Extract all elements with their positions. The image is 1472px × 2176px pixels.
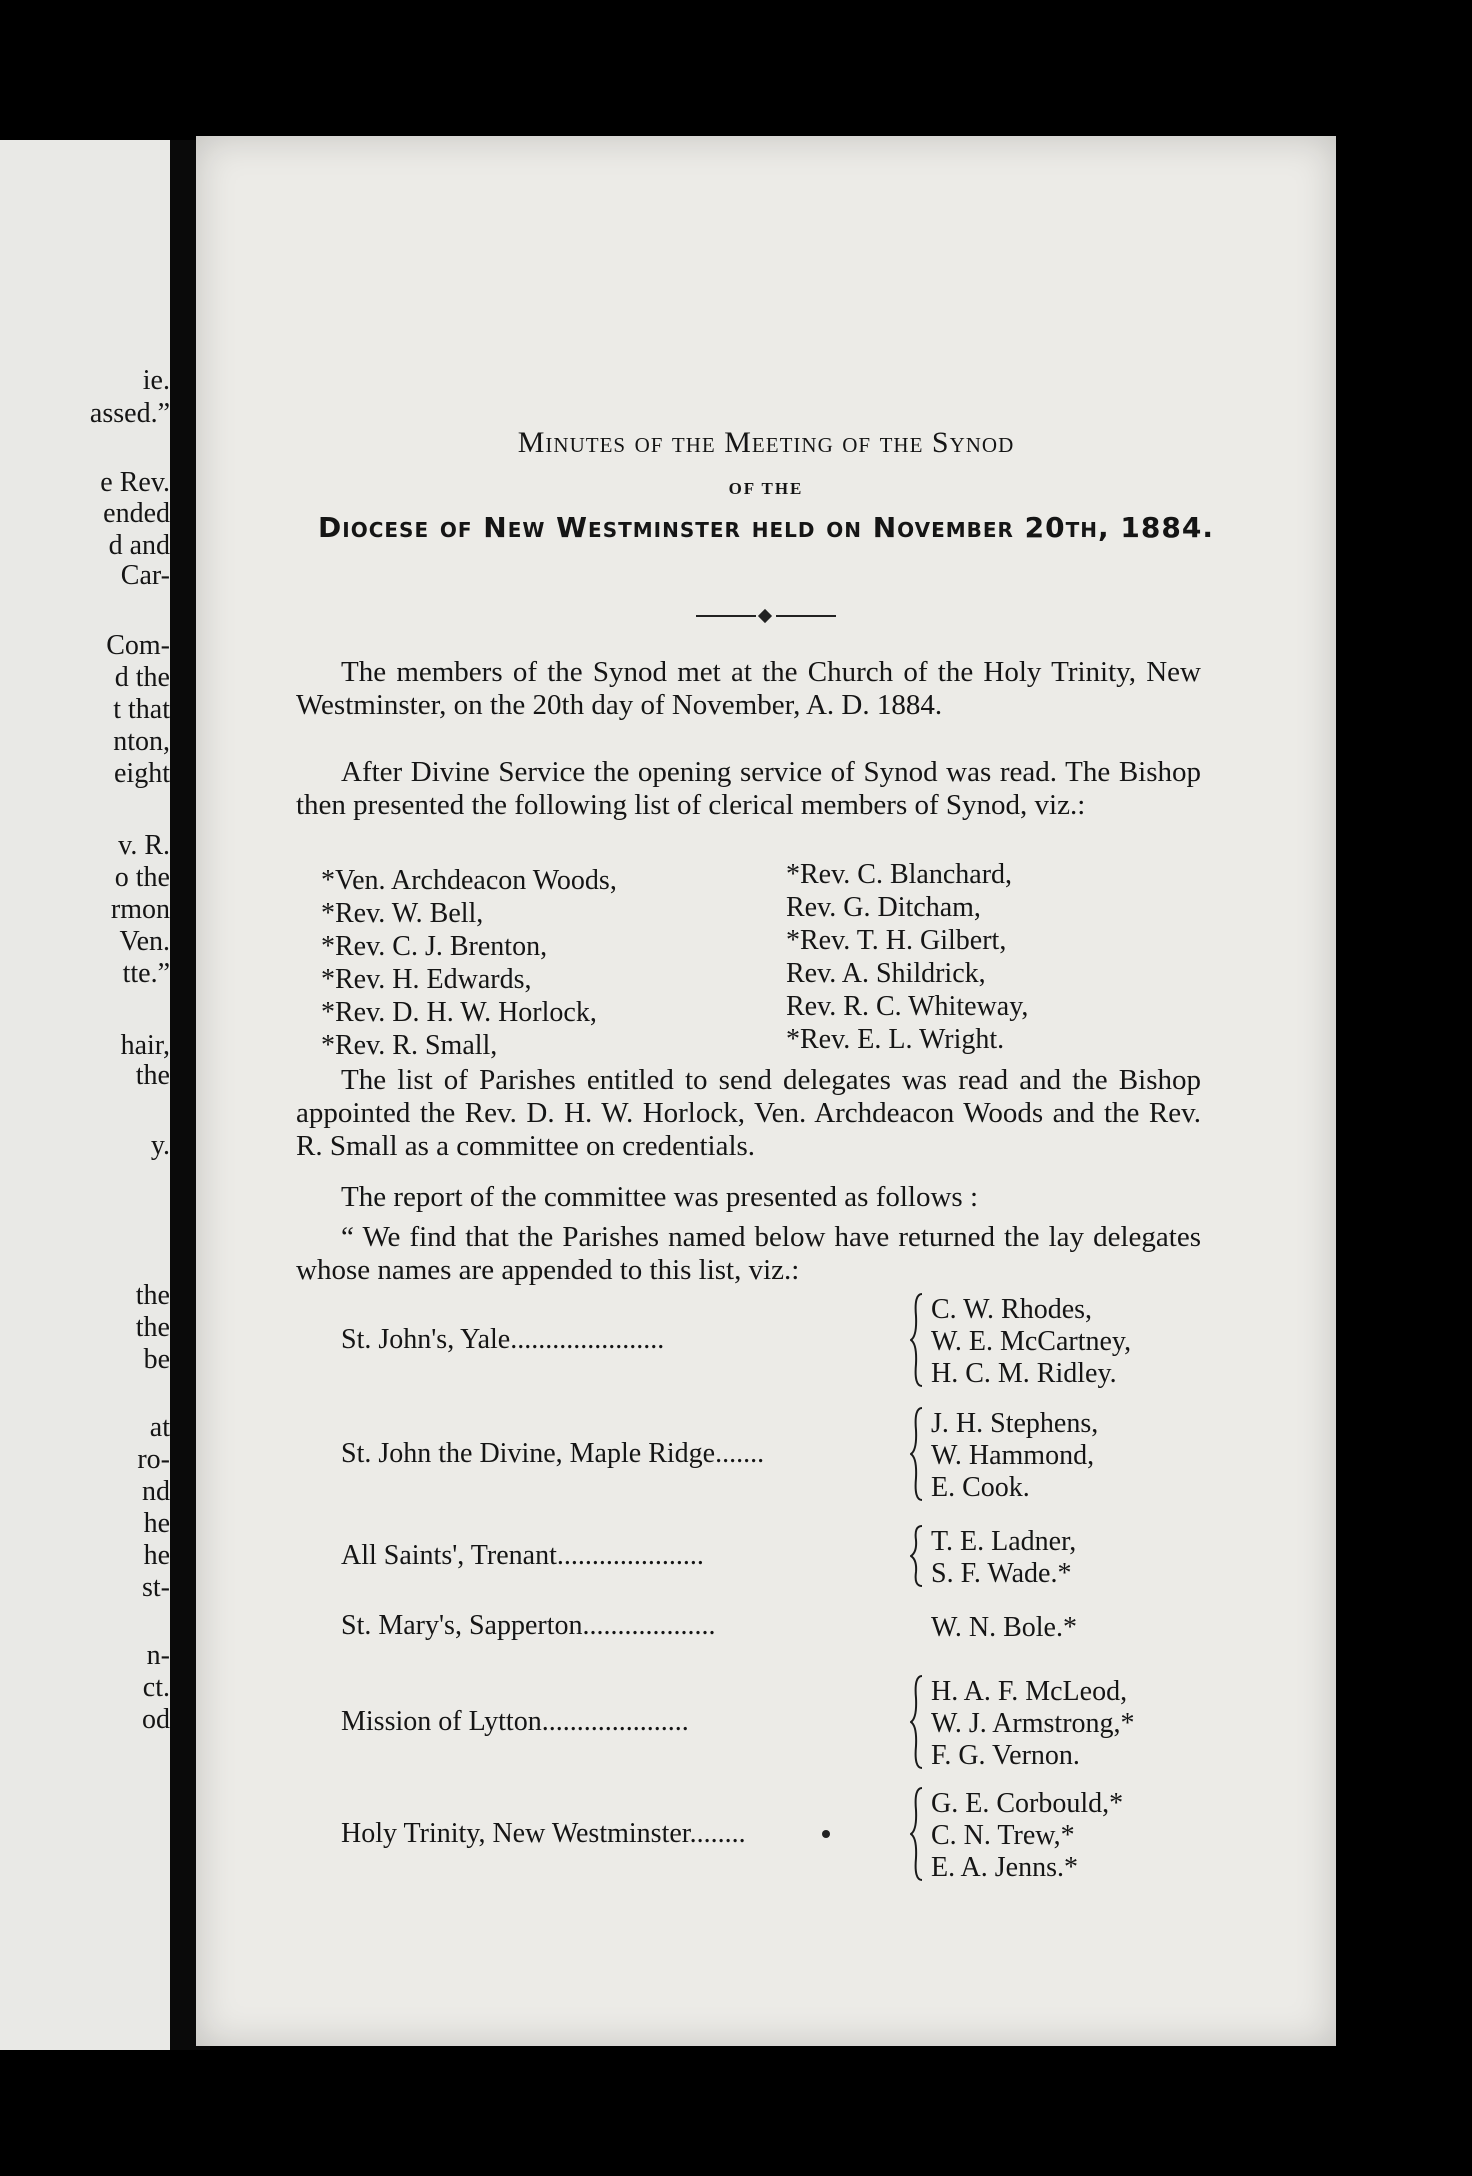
delegate-names <box>931 1526 1076 1590</box>
delegate-name: T. E. Ladner, <box>931 1526 1077 1557</box>
facing-page-text: o the <box>114 862 170 893</box>
facing-page-text: ct. <box>142 1672 170 1703</box>
parish-name <box>341 1818 746 1850</box>
document-page <box>196 136 1336 2046</box>
facing-page-text: hair, <box>120 1030 170 1061</box>
delegate-name: E. Cook. <box>931 1472 1030 1503</box>
dot-leader: ................... <box>582 1610 716 1641</box>
heading-line-3: Diocese of New Westminster held on November 20th, 1884. <box>318 511 1214 544</box>
facing-page-text: the <box>135 1312 170 1343</box>
clergy-name: *Rev. C. J. Brenton, <box>321 931 548 962</box>
clergy-name: *Rev. C. Blanchard, <box>786 859 1013 890</box>
clergy-name: *Rev. T. H. Gilbert, <box>786 925 1007 956</box>
parish-label: Holy Trinity, New Westminster <box>341 1818 690 1849</box>
clergy-name: *Rev. W. Bell, <box>321 898 484 929</box>
facing-page-text: he <box>143 1540 170 1571</box>
facing-page-text: eight <box>114 758 170 789</box>
delegate-name: W. J. Armstrong,* <box>931 1708 1135 1739</box>
delegate-name: W. Hammond, <box>931 1440 1095 1471</box>
facing-page-text: nd <box>142 1476 170 1507</box>
clergy-name: *Rev. R. Small, <box>321 1030 498 1061</box>
facing-page-text: Ven. <box>119 926 170 957</box>
parish-label: Mission of Lytton <box>341 1706 542 1737</box>
heading-line-1: Minutes of the Meeting of the Synod <box>517 426 1015 459</box>
delegate-name: F. G. Vernon. <box>931 1740 1080 1771</box>
delegate-name: C. W. Rhodes, <box>931 1294 1093 1325</box>
facing-page-text: be <box>143 1344 170 1375</box>
ink-speck <box>822 1830 830 1838</box>
delegate-name: J. H. Stephens, <box>931 1408 1099 1439</box>
parish-name <box>341 1706 689 1738</box>
facing-page-text: y. <box>150 1130 170 1161</box>
facing-page-text: st- <box>142 1572 170 1603</box>
facing-page-text: n- <box>146 1640 170 1671</box>
brace <box>910 1674 924 1770</box>
delegate-name: W. E. McCartney, <box>931 1326 1132 1357</box>
delegate-name: C. N. Trew,* <box>931 1820 1075 1851</box>
dot-leader: ...................... <box>510 1324 665 1355</box>
facing-page-text: the <box>135 1060 170 1091</box>
facing-page-text: tte.” <box>122 958 170 989</box>
facing-page-text: he <box>143 1508 170 1539</box>
brace <box>910 1524 924 1588</box>
facing-page-text: nton, <box>113 726 170 757</box>
delegate-name: S. F. Wade.* <box>931 1558 1072 1589</box>
dot-leader: ..................... <box>556 1540 704 1571</box>
brace <box>910 1786 924 1882</box>
facing-page-text: ended <box>103 498 170 529</box>
delegate-names <box>931 1408 1098 1504</box>
paragraph-intro: The members of the Synod met at the Church of the Holy Trinity, New Westminster, on the 20th day of November, A. D. 1884. <box>296 656 1201 721</box>
parish-name <box>341 1438 764 1470</box>
facing-page-text: od <box>142 1704 170 1735</box>
clergy-name: *Rev. E. L. Wright. <box>786 1024 1005 1055</box>
delegate-name: H. C. M. Ridley. <box>931 1358 1117 1389</box>
delegate-name: W. N. Bole.* <box>931 1612 1077 1643</box>
dot-leader: ....... <box>715 1438 765 1469</box>
facing-page-text: Car- <box>120 560 170 591</box>
clergy-list-right <box>786 858 1028 1056</box>
parish-label: All Saints', Trenant <box>341 1540 557 1571</box>
parish-label: St. Mary's, Sapperton <box>341 1610 583 1641</box>
brace <box>910 1292 924 1388</box>
clergy-name: Rev. G. Ditcham, <box>786 892 981 923</box>
clergy-name: *Ven. Archdeacon Woods, <box>321 865 617 896</box>
facing-page-text: d the <box>114 662 170 693</box>
parish-name <box>341 1540 704 1572</box>
delegate-names <box>931 1788 1123 1884</box>
paragraph-report-quote: “ We find that the Parishes named below have returned the lay delegates whose names are appended to this list, viz.: <box>296 1221 1201 1286</box>
facing-page-text: ro- <box>137 1444 170 1475</box>
parish-label: St. John's, Yale <box>341 1324 511 1355</box>
facing-page-text: t that <box>113 694 170 725</box>
facing-page-text: v. R. <box>118 830 170 861</box>
clergy-name: Rev. R. C. Whiteway, <box>786 991 1029 1022</box>
paragraph-parishes-list: The list of Parishes entitled to send delegates was read and the Bishop appointed the Rev. D. H. W. Horlock, Ven. Archdeacon Woods and the Rev. R. Small as a committee on credentials. <box>296 1064 1201 1162</box>
facing-page-text: the <box>135 1280 170 1311</box>
facing-page-text: e Rev. <box>100 467 170 498</box>
paragraph-report-intro: The report of the committee was presented as follows : <box>341 1181 978 1213</box>
dot-leader: ........ <box>689 1818 746 1849</box>
delegate-name: G. E. Corbould,* <box>931 1788 1124 1819</box>
facing-page-text: at <box>149 1412 170 1443</box>
clergy-name: *Rev. D. H. W. Horlock, <box>321 997 597 1028</box>
paragraph-service: After Divine Service the opening service of Synod was read. The Bishop then presented the following list of clerical members of Synod, viz.: <box>296 756 1201 821</box>
parish-name <box>341 1610 715 1642</box>
delegate-names <box>931 1676 1135 1772</box>
heading-line-2: OF THE <box>728 479 804 498</box>
delegate-names <box>931 1612 1077 1644</box>
dot-leader: ..................... <box>541 1706 689 1737</box>
clergy-name: *Rev. H. Edwards, <box>321 964 532 995</box>
parish-label: St. John the Divine, Maple Ridge <box>341 1438 716 1469</box>
clergy-list-left <box>321 864 617 1062</box>
facing-page-text: Com- <box>106 630 170 661</box>
heading-ornament <box>696 610 836 622</box>
facing-page-fragment <box>0 140 180 2050</box>
delegate-names <box>931 1294 1131 1390</box>
delegate-name: H. A. F. McLeod, <box>931 1676 1128 1707</box>
facing-page-text: assed.” <box>89 398 170 429</box>
facing-page-text: rmon <box>110 894 170 925</box>
clergy-name: Rev. A. Shildrick, <box>786 958 986 989</box>
facing-page-text: d and <box>108 530 170 561</box>
parish-name <box>341 1324 664 1356</box>
brace <box>910 1406 924 1502</box>
facing-page-text: ie. <box>142 365 170 396</box>
delegate-name: E. A. Jenns.* <box>931 1852 1078 1883</box>
